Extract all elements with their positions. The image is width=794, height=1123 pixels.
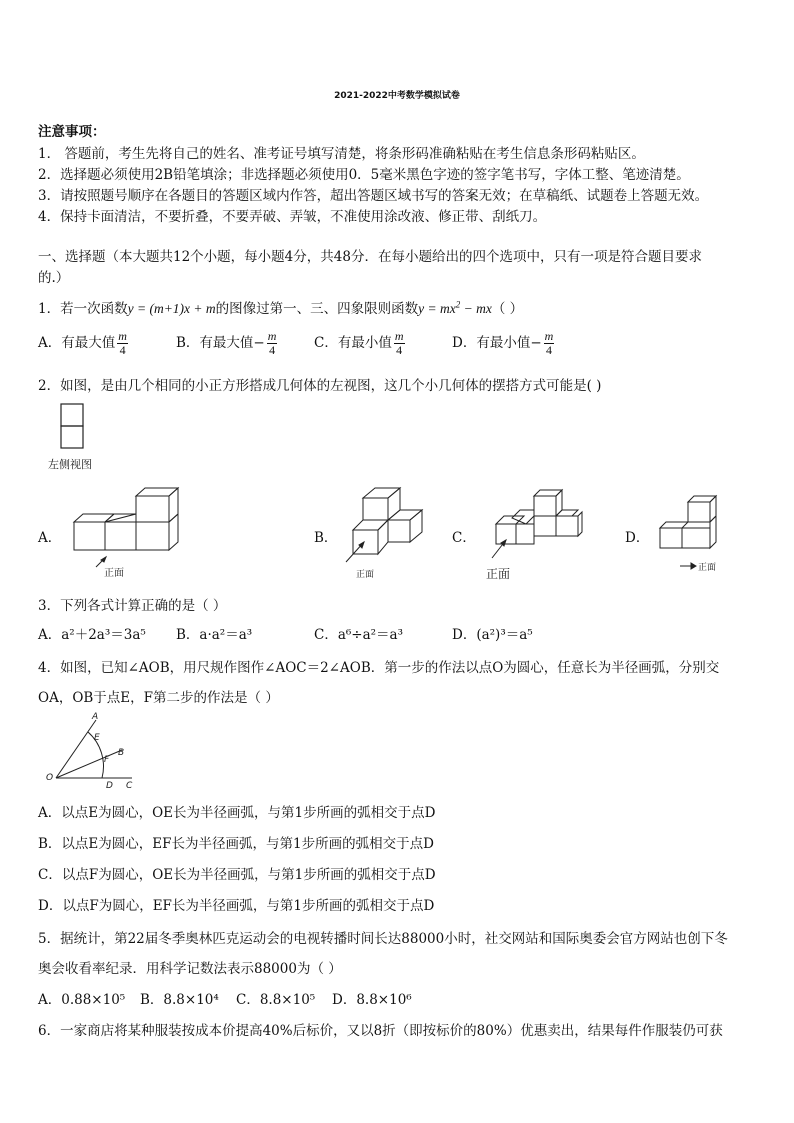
q3-option-a: A．a²＋2a³＝3a⁵ — [38, 627, 146, 643]
q1-option-b-den: 4 — [269, 343, 276, 357]
q1-option-a — [38, 330, 130, 357]
q2-figure-d-front-label: 正面 — [698, 563, 717, 573]
q4-option-d: D．以点F为圆心，EF长为半径画弧，与第1步所画的弧相交于点D — [38, 898, 435, 914]
q5-option-c: C．8.8×10⁵ — [236, 992, 316, 1008]
q1-option-c-label: C．有最小值 — [314, 335, 392, 351]
q4-label-e: E — [94, 733, 100, 743]
q1-option-d — [452, 330, 556, 357]
q4-option-c: C．以点F为圆心，OE长为半径画弧，与第1步所画的弧相交于点D — [38, 867, 436, 883]
q2-option-a-label: A． — [38, 530, 62, 546]
q5-option-d: D．8.8×10⁶ — [332, 992, 412, 1008]
q3-option-d: D．(a²)³＝a⁵ — [452, 627, 533, 643]
q1-option-a-num: m — [118, 329, 127, 343]
q1-option-c-num: m — [394, 329, 404, 343]
q4-option-a: A．以点E为圆心，OE长为半径画弧，与第1步所画的弧相交于点D — [38, 805, 436, 821]
q2-figure-a — [66, 484, 186, 580]
q2-figure-b — [338, 484, 438, 580]
q1-option-d-frac — [544, 330, 555, 357]
q5-stem-line2: 奥会收看率纪录．用科学记数法表示88000为（ ） — [38, 961, 342, 977]
q4-label-d: D — [106, 781, 113, 791]
note-item-1: 1． 答题前，考生先将自己的姓名、准考证号填写清楚，将条形码准确粘贴在考生信息条形码粘贴区。 — [38, 146, 645, 162]
q4-option-b: B．以点E为圆心，EF长为半径画弧，与第1步所画的弧相交于点D — [38, 836, 434, 852]
q1-eq2b: − mx — [460, 301, 492, 316]
q1-option-d-num: m — [544, 329, 554, 343]
q4-angle-figure — [40, 710, 140, 796]
page-title: 2021-2022中考数学模拟试卷 — [334, 91, 460, 101]
section1-line1: 一、选择题（本大题共12个小题，每小题4分，共48分．在每小题给出的四个选项中，只有一项是符合题目要求 — [38, 249, 702, 265]
note-item-4: 4．保持卡面清洁，不要折叠，不要弄破、弄皱，不准使用涂改液、修正带、刮纸刀。 — [38, 209, 547, 225]
q4-label-c: C — [126, 781, 133, 791]
q5-option-b: B．8.8×10⁴ — [140, 992, 219, 1008]
q2-figure-c — [482, 484, 592, 584]
q1-option-b-label: B．有最大值 — [176, 335, 254, 351]
q1-prefix: 1．若一次函数 — [38, 301, 128, 317]
q1-option-d-sign: − — [530, 335, 542, 351]
q1-option-c — [314, 330, 407, 357]
q4-stem-line2: OA，OB于点E，F第二步的作法是（ ） — [38, 690, 279, 706]
q1-option-b-sign: − — [253, 335, 265, 351]
q1-suffix: （ ） — [491, 301, 524, 317]
q1-option-a-frac — [117, 330, 128, 357]
note-item-2: 2．选择题必须使用2B铅笔填涂；非选择题必须使用0．5毫米黑色字迹的签字笔书写，字体工整、笔迹清楚。 — [38, 167, 690, 183]
q1-option-c-frac — [394, 330, 405, 357]
q2-figure-a-front-label: 正面 — [104, 568, 124, 579]
q1-option-b-frac — [267, 330, 278, 357]
q1-option-a-den: 4 — [119, 343, 126, 357]
section1-line2: 的.） — [38, 270, 70, 286]
q2-figure-c-front-label: 正面 — [486, 567, 511, 581]
q2-figure-b-front-label: 正面 — [356, 570, 375, 580]
q1-option-d-label: D．有最小值 — [452, 335, 531, 351]
left-view-caption: 左侧视图 — [48, 458, 92, 471]
q1-stem — [38, 297, 523, 317]
note-item-3: 3．请按照题号顺序在各题目的答题区域内作答，超出答题区域书写的答案无效；在草稿纸、试题卷上答题无效。 — [38, 188, 709, 204]
q3-stem: 3．下列各式计算正确的是（ ） — [38, 598, 227, 614]
q3-option-c: C．a⁶÷a²＝a³ — [314, 627, 404, 643]
q1-eq2sup: 2 — [455, 299, 461, 310]
q1-mid: 的图像过第一、三、四象限则函数 — [215, 301, 419, 317]
q5-stem-line1: 5．据统计，第22届冬季奥林匹克运动会的电视转播时间长达88000小时，社交网站和国际奥委会官方网站也创下冬 — [38, 931, 728, 947]
q5-option-a: A．0.88×10⁵ — [38, 992, 126, 1008]
q2-left-view-figure — [44, 402, 110, 472]
q4-label-o: O — [46, 773, 54, 783]
left-view-square-top — [61, 404, 83, 426]
q4-label-f: F — [104, 755, 110, 765]
q2-option-b-label: B． — [314, 530, 338, 546]
q1-eq2a: y = mx — [418, 301, 456, 316]
left-view-square-bottom — [61, 426, 83, 448]
q3-option-b: B．a·a²＝a³ — [176, 627, 253, 643]
notes-heading: 注意事项： — [38, 124, 106, 140]
q1-option-a-label: A．有最大值 — [38, 335, 116, 351]
q4-stem-line1: 4．如图，已知∠AOB，用尺规作图作∠AOC＝2∠AOB．第一步的作法以点O为圆心，任意长为半径画弧，分别交 — [38, 660, 720, 676]
q2-option-c-label: C． — [452, 530, 476, 546]
q2-stem: 2．如图，是由几个相同的小正方形搭成几何体的左视图，这几个小几何体的摆搭方式可能是( ) — [38, 378, 602, 394]
q6-stem-line1: 6．一家商店将某种服装按成本价提高40%后标价，又以8折（即按标价的80%）优惠卖出，结果每件作服装仍可获 — [38, 1023, 723, 1039]
q1-option-b-num: m — [267, 329, 277, 343]
q1-option-b — [176, 330, 279, 357]
q4-label-b: B — [118, 748, 125, 758]
q1-option-d-den: 4 — [545, 343, 552, 357]
q2-figure-d — [652, 490, 742, 580]
q1-eq1: y = (m+1)x + m — [127, 301, 216, 316]
q2-option-d-label: D． — [625, 530, 650, 546]
q4-label-a: A — [92, 712, 99, 722]
q1-option-c-den: 4 — [396, 343, 403, 357]
